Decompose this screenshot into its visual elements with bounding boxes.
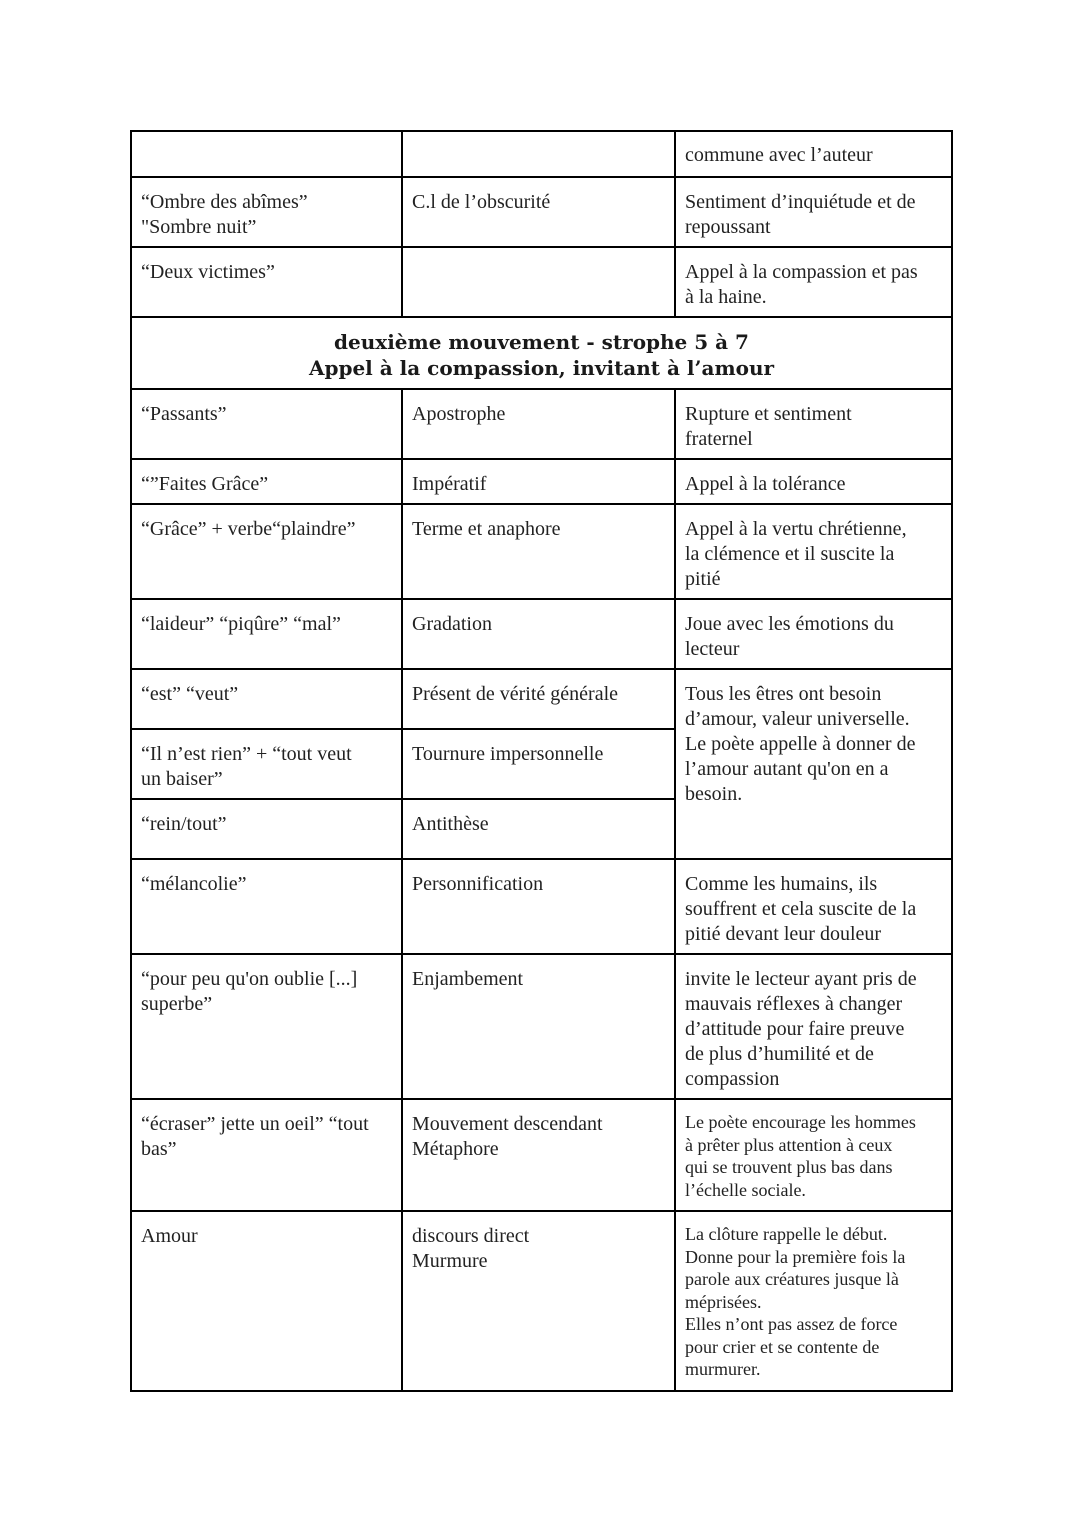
table-row bbox=[131, 599, 952, 669]
quote-cell: “est” “veut” bbox=[131, 669, 402, 729]
table-row bbox=[131, 504, 952, 599]
quote-cell: “Passants” bbox=[131, 389, 402, 459]
quote-cell: “laideur” “piqûre” “mal” bbox=[131, 599, 402, 669]
table-row bbox=[131, 1211, 952, 1391]
effect-cell: Rupture et sentiment fraternel bbox=[675, 389, 952, 459]
quote-cell: “Ombre des abîmes” "Sombre nuit” bbox=[131, 177, 402, 247]
quote-cell: “Grâce” + verbe“plaindre” bbox=[131, 504, 402, 599]
table-row bbox=[131, 247, 952, 317]
quote-cell: “pour peu qu'on oublie [...] superbe” bbox=[131, 954, 402, 1099]
effect-cell: Appel à la compassion et pas à la haine. bbox=[675, 247, 952, 317]
analysis-document bbox=[130, 130, 951, 1392]
device-cell: Enjambement bbox=[402, 954, 675, 1099]
device-cell: Terme et anaphore bbox=[402, 504, 675, 599]
table-row bbox=[131, 954, 952, 1099]
effect-cell: commune avec l’auteur bbox=[675, 131, 952, 177]
effect-cell: Le poète encourage les hommes à prêter plus attention à ceux qui se trouvent plus bas dans l’échelle sociale. bbox=[675, 1099, 952, 1211]
quote-cell: Amour bbox=[131, 1211, 402, 1391]
effect-cell: Sentiment d’inquiétude et de repoussant bbox=[675, 177, 952, 247]
effect-cell: Appel à la vertu chrétienne, la clémence et il suscite la pitié bbox=[675, 504, 952, 599]
quote-cell: “écraser” jette un oeil” “tout bas” bbox=[131, 1099, 402, 1211]
quote-cell: “Deux victimes” bbox=[131, 247, 402, 317]
device-cell: C.l de l’obscurité bbox=[402, 177, 675, 247]
device-cell: Apostrophe bbox=[402, 389, 675, 459]
analysis-table bbox=[130, 130, 953, 1392]
table-row bbox=[131, 389, 952, 459]
quote-cell: “rein/tout” bbox=[131, 799, 402, 859]
device-cell: Personnification bbox=[402, 859, 675, 954]
table-row bbox=[131, 669, 952, 729]
section-heading: deuxième mouvement - strophe 5 à 7 Appel à la compassion, invitant à l’amour bbox=[131, 317, 952, 389]
table-row bbox=[131, 131, 952, 177]
effect-cell: Appel à la tolérance bbox=[675, 459, 952, 504]
quote-cell bbox=[131, 131, 402, 177]
quote-cell: “Il n’est rien” + “tout veut un baiser” bbox=[131, 729, 402, 799]
device-cell: discours direct Murmure bbox=[402, 1211, 675, 1391]
device-cell bbox=[402, 247, 675, 317]
effect-cell: La clôture rappelle le début. Donne pour la première fois la parole aux créatures jusque là méprisées. Elles n’ont pas assez de force pour crier et se contente de murmurer. bbox=[675, 1211, 952, 1391]
effect-cell: Joue avec les émotions du lecteur bbox=[675, 599, 952, 669]
device-cell: Impératif bbox=[402, 459, 675, 504]
device-cell: Mouvement descendant Métaphore bbox=[402, 1099, 675, 1211]
device-cell: Gradation bbox=[402, 599, 675, 669]
table-row bbox=[131, 177, 952, 247]
table-row bbox=[131, 1099, 952, 1211]
effect-cell: Comme les humains, ils souffrent et cela suscite de la pitié devant leur douleur bbox=[675, 859, 952, 954]
device-cell: Antithèse bbox=[402, 799, 675, 859]
section-heading-row bbox=[131, 317, 952, 389]
table-row bbox=[131, 459, 952, 504]
effect-cell-merged: Tous les êtres ont besoin d’amour, valeur universelle. Le poète appelle à donner de l’amour autant qu'on en a besoin. bbox=[675, 669, 952, 859]
device-cell bbox=[402, 131, 675, 177]
table-row bbox=[131, 859, 952, 954]
effect-cell: invite le lecteur ayant pris de mauvais réflexes à changer d’attitude pour faire preuve de plus d’humilité et de compassion bbox=[675, 954, 952, 1099]
device-cell: Présent de vérité générale bbox=[402, 669, 675, 729]
device-cell: Tournure impersonnelle bbox=[402, 729, 675, 799]
quote-cell: “”Faites Grâce” bbox=[131, 459, 402, 504]
quote-cell: “mélancolie” bbox=[131, 859, 402, 954]
